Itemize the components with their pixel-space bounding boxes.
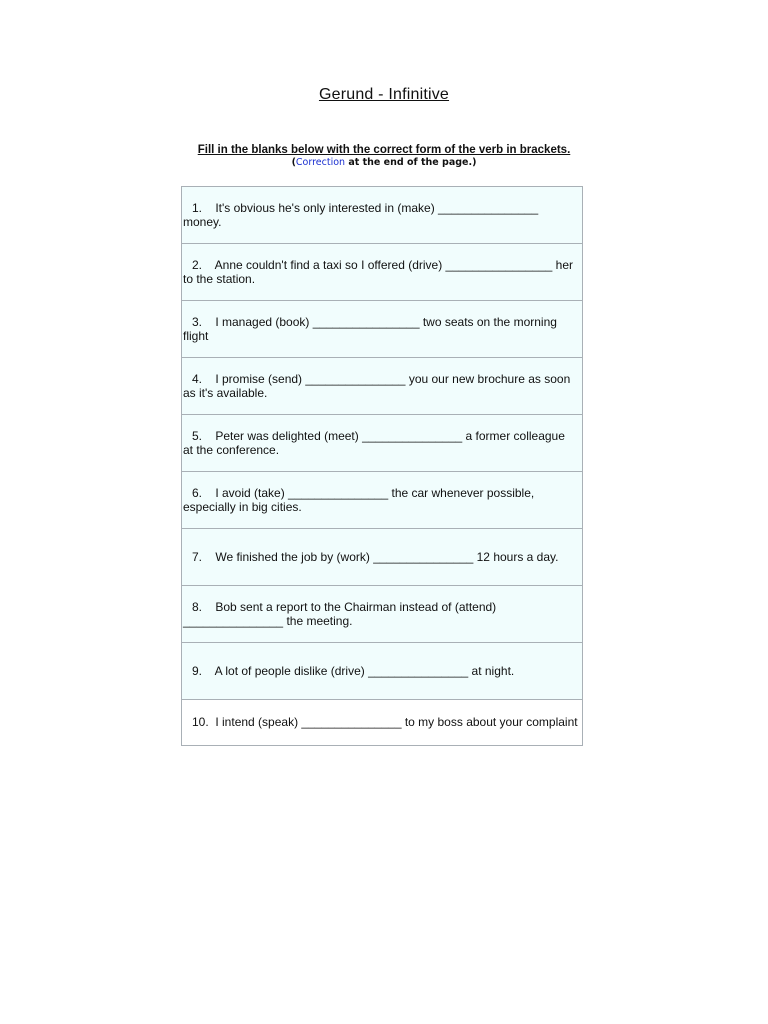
exercise-item: 10. I intend (speak) _______________ to my boss about your complaint [192, 715, 578, 730]
exercise-item: 2. Anne couldn't find a taxi so I offered (drive) ________________ her to the station. [183, 257, 577, 286]
exercise-row [182, 700, 582, 745]
exercise-item: 8. Bob sent a report to the Chairman instead of (attend) _______________ the meeting. [183, 599, 500, 628]
exercise-row [182, 358, 582, 415]
correction-open-paren: ( [291, 157, 296, 168]
exercise-item: 6. I avoid (take) _______________ the car whenever possible, especially in big cities. [183, 485, 538, 514]
correction-link[interactable]: Correction [295, 157, 346, 168]
exercise-row [182, 643, 582, 700]
exercise-row [182, 472, 582, 529]
instruction-text: Fill in the blanks below with the correct form of the verb in brackets. [197, 144, 571, 156]
correction-note-rest: at the end of the page.) [345, 157, 477, 168]
correction-note [0, 157, 768, 168]
exercise-item: 4. I promise (send) _______________ you our new brochure as soon as it's available. [183, 371, 574, 400]
exercise-item: 7. We finished the job by (work) _______________ 12 hours a day. [192, 549, 559, 564]
exercise-item: 5. Peter was delighted (meet) _______________ a former colleague at the conference. [183, 428, 569, 457]
exercise-item: 9. A lot of people dislike (drive) _______________ at night. [192, 663, 515, 678]
exercise-row [182, 244, 582, 301]
page-title: Gerund - Infinitive [318, 86, 450, 103]
exercise-row [182, 187, 582, 244]
exercise-item: 1. It's obvious he's only interested in (make) _______________ money. [183, 200, 542, 229]
exercise-row [182, 529, 582, 586]
exercise-row [182, 586, 582, 643]
exercise-row [182, 415, 582, 472]
exercise-item: 3. I managed (book) ________________ two seats on the morning flight [183, 314, 561, 343]
exercise-table [181, 186, 583, 746]
exercise-row [182, 301, 582, 358]
